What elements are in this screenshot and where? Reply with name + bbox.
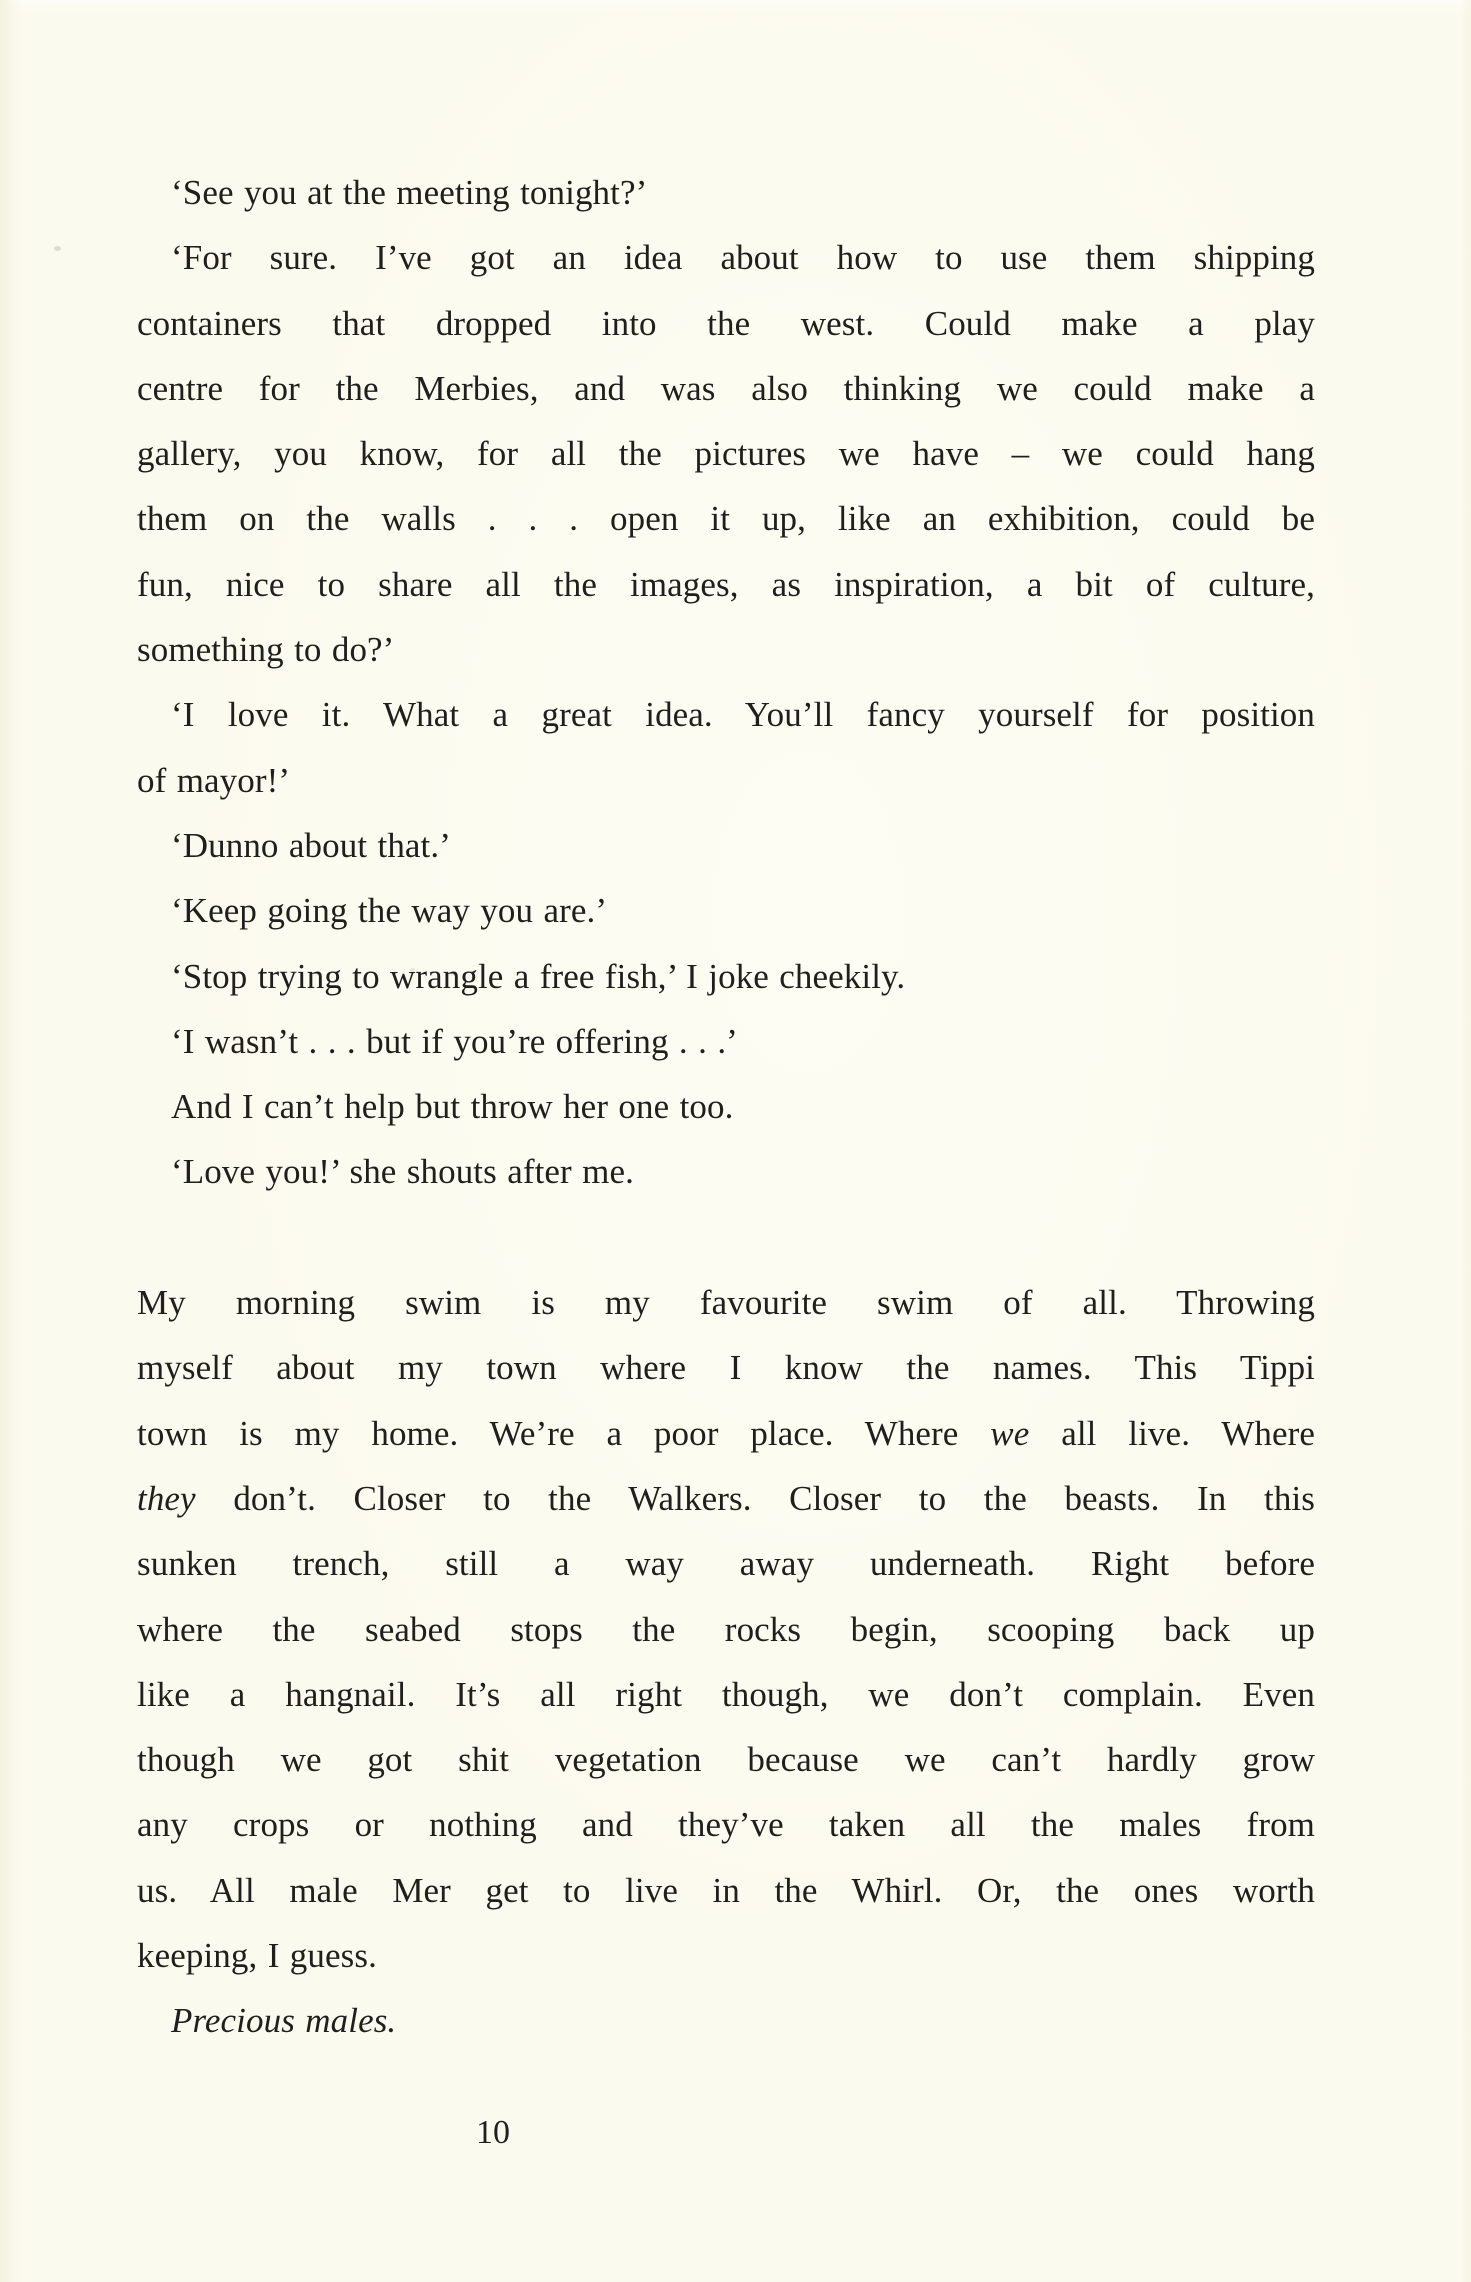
- text-line: ‘I love it. What a great idea. You’ll fancy yourself for position: [171, 695, 1315, 735]
- text-line: myself about my town where I know the names. This Tippi: [137, 1348, 1315, 1388]
- text-line: ‘For sure. I’ve got an idea about how to use them shipping: [171, 238, 1315, 278]
- text-line: any crops or nothing and they’ve taken all the males from: [137, 1805, 1315, 1845]
- text-line: ‘See you at the meeting tonight?’: [171, 173, 648, 212]
- text-line: keeping, I guess.: [137, 1936, 377, 1976]
- text-line: And I can’t help but throw her one too.: [171, 1087, 734, 1127]
- text-line: gallery, you know, for all the pictures we have – we could hang: [137, 434, 1315, 474]
- text-line: ‘Dunno about that.’: [171, 825, 451, 865]
- text-line: ‘I wasn’t . . . but if you’re offering . . .’: [171, 1021, 738, 1061]
- blank-line: [137, 1205, 1315, 1270]
- text-line: them on the walls . . . open it up, like an exhibition, could be: [137, 499, 1315, 539]
- text-line: containers that dropped into the west. Could make a play: [137, 303, 1315, 343]
- text-line: they don’t. Closer to the Walkers. Closer to the beasts. In this: [137, 1478, 1315, 1518]
- page-text: [137, 160, 1315, 2054]
- scan-speck: [54, 246, 61, 251]
- text-line: where the seabed stops the rocks begin, scooping back up: [137, 1609, 1315, 1649]
- text-line: ‘Stop trying to wrangle a free fish,’ I joke cheekily.: [171, 956, 906, 996]
- page-number: 10: [476, 2114, 510, 2151]
- text-line: like a hangnail. It’s all right though, we don’t complain. Even: [137, 1674, 1315, 1714]
- text-line: My morning swim is my favourite swim of all. Throwing: [137, 1283, 1315, 1323]
- text-line: ‘Keep going the way you are.’: [171, 891, 608, 931]
- text-line: us. All male Mer get to live in the Whirl. Or, the ones worth: [137, 1870, 1315, 1910]
- text-line: something to do?’: [137, 630, 395, 670]
- text-line: ‘Love you!’ she shouts after me.: [171, 1152, 634, 1192]
- scan-edge-shade: [1461, 0, 1471, 2282]
- text-line: Precious males.: [171, 2001, 397, 2041]
- text-line: of mayor!’: [137, 760, 291, 800]
- text-line: centre for the Merbies, and was also thinking we could make a: [137, 368, 1315, 408]
- text-line: sunken trench, still a way away underneath. Right before: [137, 1544, 1315, 1584]
- text-line: fun, nice to share all the images, as inspiration, a bit of culture,: [137, 564, 1315, 604]
- text-line: though we got shit vegetation because we can’t hardly grow: [137, 1740, 1315, 1780]
- text-line: town is my home. We’re a poor place. Where we all live. Where: [137, 1413, 1315, 1453]
